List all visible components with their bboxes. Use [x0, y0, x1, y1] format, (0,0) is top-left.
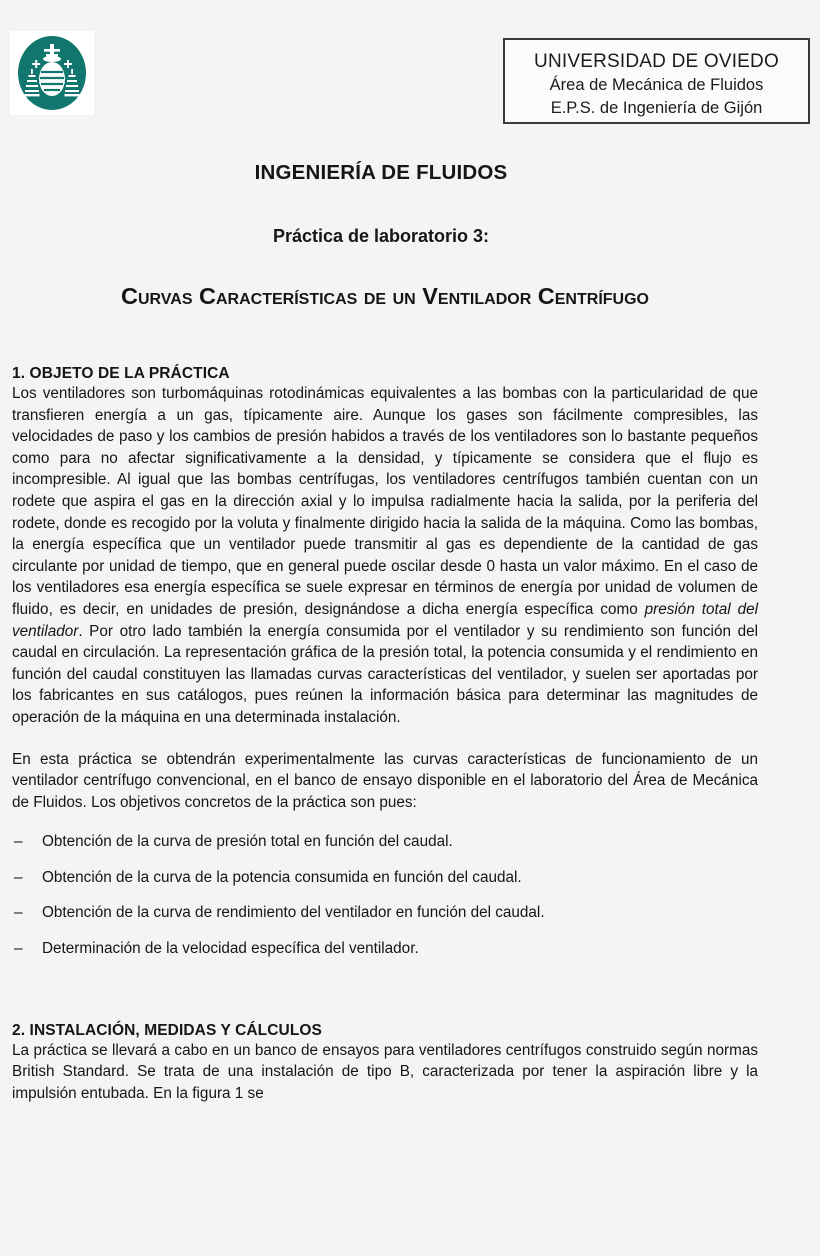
paragraph-text-part-2: . Por otro lado también la energía consumida por el ventilador y su rendimiento son función del caudal en circulación. La representación gráfica de la presión total, la potencia consumida y el rendimiento en función del caudal constituyen las llamadas curvas características del ventilador, y suelen ser aportadas por los fabricantes en sus catálogos, pues reúnen la información básica para determinar las magnitudes de operación de la máquina en una determinada instalación.: [12, 622, 758, 726]
section-1-heading: 1. OBJETO DE LA PRÁCTICA: [12, 365, 230, 382]
university-name: UNIVERSIDAD DE OVIEDO: [534, 51, 779, 72]
section-instalacion-medidas-y-calculos: [12, 1022, 758, 1105]
list-item: [14, 938, 758, 960]
page-header: [0, 0, 820, 117]
course-title: INGENIERÍA DE FLUIDOS: [254, 161, 508, 184]
list-item: [14, 867, 758, 889]
universidad-de-oviedo-logo-icon: [10, 31, 94, 115]
document-body: [0, 365, 820, 1104]
department-name: Área de Mecánica de Fluidos: [549, 76, 764, 94]
section-1-paragraph-2: En esta práctica se obtendrán experimentalmente las curvas características de funcionamiento de un ventilador centrífugo convencional, en el banco de ensayo disponible en el laboratorio del Área de Mecánica de Fluidos. Los objetivos concretos de la práctica son pues:: [12, 750, 758, 811]
section-objeto-de-la-practica: [12, 365, 758, 960]
paragraph-text-part-1: Los ventiladores son turbomáquinas rotodinámicas equivalentes a las bombas con la particularidad de que transfieren energía a un gas, típicamente aire. Aunque los gases son fácilmente compresibles, las velocidades de paso y los cambios de presión habidos a través de los ventiladores son lo bastante pequeños como para no afectar significativamente a la densidad, y típicamente se considera que el flujo es incompresible. Al igual que las bombas centrífugas, los ventiladores centrífugos también cuentan con un rodete que aspira el gas en la dirección axial y lo impulsa radialmente hacia la salida, por la periferia del rodete, donde es recogido por la voluta y finalmente dirigido hacia la salida de la máquina. Como las bombas, la energía específica que un ventilador puede transmitir al gas es dependiente de la cantidad de gas circulante por unidad de tiempo, que en general puede oscilar desde 0 hasta un valor máximo. En el caso de los ventiladores esa energía específica se suele expresar en términos de energía por unidad de volumen de fluido, es decir, en unidades de presión, designándose a dicha energía específica como: [12, 385, 758, 618]
list-item: [14, 831, 758, 853]
list-item: [14, 902, 758, 924]
list-item-label: Obtención de la curva de rendimiento del ventilador en función del caudal.: [42, 904, 545, 922]
university-identification-box: [503, 38, 810, 124]
list-item-label: Determinación de la velocidad específica del ventilador.: [42, 940, 419, 958]
section-2-heading: 2. INSTALACIÓN, MEDIDAS Y CÁLCULOS: [12, 1021, 322, 1039]
bullet-dash-icon: –: [14, 868, 23, 886]
bullet-dash-icon: –: [14, 833, 23, 851]
section-2-paragraph-1: La práctica se llevará a cabo en un banco de ensayos para ventiladores centrífugos construido según normas British Standard. Se trata de una instalación de tipo B, caracterizada por tener la aspiración libre y la impulsión entubada. En la figura 1 se: [12, 1041, 758, 1102]
page-title: Curvas Características de un Ventilador Centrífugo: [121, 283, 649, 309]
list-item-label: Obtención de la curva de la potencia consumida en función del caudal.: [42, 868, 522, 886]
practice-subtitle: Práctica de laboratorio 3:: [272, 226, 490, 246]
objectives-list: [12, 831, 758, 959]
section-1-paragraph-1: [12, 383, 758, 729]
bullet-dash-icon: –: [14, 904, 23, 922]
school-name: E.P.S. de Ingeniería de Gijón: [550, 99, 763, 117]
list-item-label: Obtención de la curva de presión total en función del caudal.: [42, 833, 453, 851]
emphasis-presion-total-del-ventilador: presión total del ventilador: [12, 600, 759, 640]
bullet-dash-icon: –: [14, 940, 23, 958]
